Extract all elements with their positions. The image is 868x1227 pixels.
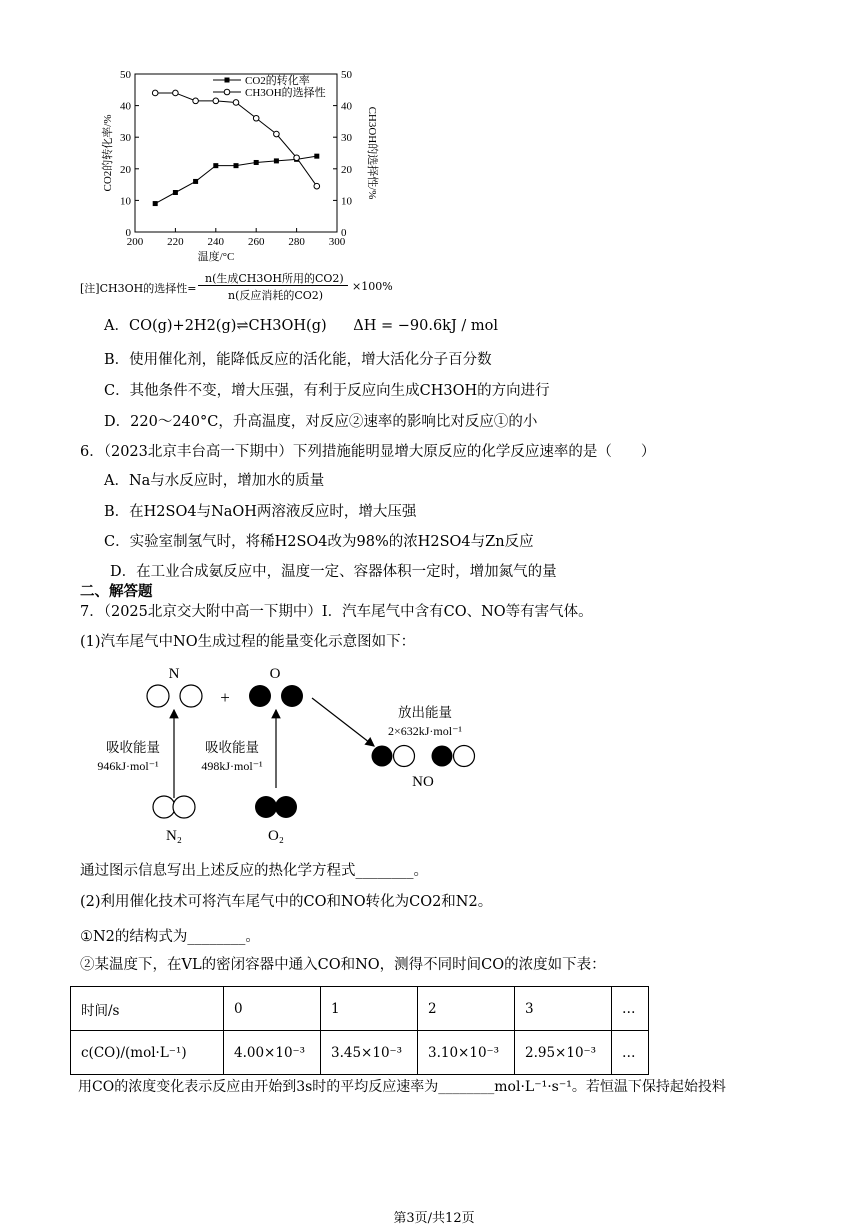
no-o-atom-1 <box>372 746 393 767</box>
no-o-atom-2 <box>432 746 453 767</box>
q5-option-b: B．使用催化剂，能降低反应的活化能，增大活化分子百分数 <box>104 352 492 368</box>
note-denominator: n(反应消耗的CO2) <box>228 289 324 302</box>
o2-atom-2 <box>275 796 297 818</box>
selectivity-point <box>152 90 158 96</box>
selectivity-point <box>314 183 320 189</box>
x-tick-label: 220 <box>167 236 184 248</box>
release-value: 2×632kJ·mol⁻¹ <box>387 724 463 738</box>
q5-option-a: A．CO(g)+2H2(g)⇌CH3OH(g) ΔH = −90.6kJ / mol <box>104 318 499 334</box>
n2-atom-2 <box>173 796 195 818</box>
selectivity-point <box>253 115 259 121</box>
q7-stem: 7．（2025北京交大附中高一下期中）I．汽车尾气中含有CO、NO等有害气体。 <box>80 604 593 620</box>
table-cell: 4.00×10⁻³ <box>224 1031 321 1075</box>
o2-label: O₂ <box>267 828 285 844</box>
table-cell: 3.10×10⁻³ <box>418 1031 515 1075</box>
conversion-point <box>314 154 319 159</box>
o-label: O <box>269 666 281 682</box>
page-footer: 第3页/共12页 <box>393 1211 475 1226</box>
table-cell: 3.45×10⁻³ <box>321 1031 418 1075</box>
n-label: N <box>168 666 180 682</box>
y-tick-label-left: 30 <box>120 132 131 145</box>
y-tick-label-right: 50 <box>341 69 352 81</box>
selectivity-note <box>80 270 410 304</box>
y-tick-label-right: 0 <box>341 227 347 239</box>
q6-stem: 6．（2023北京丰台高一下期中）下列措施能明显增大原反应的化学反应速率的是（ ） <box>80 444 656 460</box>
n-atom-2 <box>180 685 202 707</box>
conversion-point <box>213 163 218 168</box>
y-tick-label-left: 40 <box>120 100 131 113</box>
note-prefix: [注]CH3OH的选择性= <box>80 282 197 295</box>
table-cell: 3 <box>515 987 612 1031</box>
q5-option-c: C．其他条件不变，增大压强，有利于反应向生成CH3OH的方向进行 <box>104 383 550 399</box>
q6-option-d: D．在工业合成氨反应中，温度一定、容器体积一定时，增加氮气的量 <box>110 564 557 580</box>
table-row <box>71 1031 649 1075</box>
n-atom-1 <box>147 685 169 707</box>
conversion-point <box>274 158 279 163</box>
conversion-point <box>193 179 198 184</box>
q7-sub2-1: ①N2的结构式为________。 <box>80 929 260 945</box>
x-axis-label: 温度/°C <box>197 251 235 263</box>
table-cell: … <box>612 1031 649 1075</box>
table-cell: 2.95×10⁻³ <box>515 1031 612 1075</box>
y-axis-label-right: CH3OH的选择性/% <box>366 106 378 200</box>
no-n-atom-1 <box>394 746 415 767</box>
q7-tail: 用CO的浓度变化表示反应由开始到3s时的平均反应速率为________mol·L⁻¹·s⁻¹。若恒温下保持起始投料 <box>78 1079 726 1095</box>
q7-sub1: (1)汽车尾气中NO生成过程的能量变化示意图如下： <box>80 634 416 650</box>
selectivity-point <box>193 98 199 104</box>
release-label: 放出能量 <box>398 705 452 720</box>
y-tick-label-left: 10 <box>120 195 131 208</box>
conversion-point <box>234 163 239 168</box>
absorb-label-1: 吸收能量 <box>106 740 160 755</box>
no-energy-diagram <box>80 660 500 850</box>
o2-atom-1 <box>255 796 277 818</box>
table-cell: … <box>612 987 649 1031</box>
n2-label: N₂ <box>165 828 183 844</box>
conversion-point <box>254 160 259 165</box>
x-tick-label: 300 <box>328 236 346 248</box>
note-numerator: n(生成CH3OH所用的CO2) <box>205 272 344 285</box>
no-n-atom-2 <box>454 746 475 767</box>
y-axis-label-left: CO2的转化率/% <box>102 114 114 192</box>
table-cell: 0 <box>224 987 321 1031</box>
y-tick-label-left: 0 <box>125 227 131 239</box>
absorb-value-1: 946kJ·mol⁻¹ <box>97 759 159 773</box>
conversion-selectivity-chart <box>95 62 395 272</box>
selectivity-point <box>173 90 179 96</box>
absorb-value-2: 498kJ·mol⁻¹ <box>201 759 263 773</box>
q7-sub2: (2)利用催化技术可将汽车尾气中的CO和NO转化为CO2和N2。 <box>80 894 493 910</box>
q6-option-c: C．实验室制氢气时，将稀H2SO4改为98%的浓H2SO4与Zn反应 <box>104 534 534 550</box>
y-tick-label-right: 10 <box>341 195 352 208</box>
legend-label: CH3OH的选择性 <box>245 87 326 99</box>
x-tick-label: 200 <box>126 236 144 248</box>
q5-option-d: D．220～240°C，升高温度，对反应②速率的影响比对反应①的小 <box>104 414 538 430</box>
q6-option-a: A．Na与水反应时，增加水的质量 <box>104 473 325 489</box>
selectivity-point <box>294 155 300 161</box>
y-tick-label-right: 30 <box>341 132 352 145</box>
note-suffix: ×100% <box>352 280 393 293</box>
y-tick-label-left: 50 <box>120 69 131 81</box>
co-concentration-table <box>70 986 649 1075</box>
q7-thermo-question: 通过图示信息写出上述反应的热化学方程式________。 <box>80 863 428 879</box>
section-title: 二、解答题 <box>80 583 153 600</box>
selectivity-point <box>213 98 219 104</box>
selectivity-point <box>274 131 280 137</box>
plus-sign: + <box>220 688 230 707</box>
no-label: NO <box>412 774 434 790</box>
absorb-label-2: 吸收能量 <box>205 740 259 755</box>
y-tick-label-right: 40 <box>341 100 352 113</box>
table-cell: c(CO)/(mol·L⁻¹) <box>71 1031 224 1075</box>
y-tick-label-left: 20 <box>120 163 131 176</box>
x-tick-label: 260 <box>247 236 265 248</box>
table-row <box>71 987 649 1031</box>
o-atom-1 <box>249 685 271 707</box>
x-tick-label: 280 <box>288 236 305 248</box>
conversion-point <box>153 201 158 206</box>
q7-sub2-2: ②某温度下，在VL的密闭容器中通入CO和NO，测得不同时间CO的浓度如下表： <box>80 957 606 973</box>
n2-atom-1 <box>153 796 175 818</box>
q6-option-b: B．在H2SO4与NaOH两溶液反应时，增大压强 <box>104 504 417 520</box>
o-atom-2 <box>281 685 303 707</box>
table-cell: 1 <box>321 987 418 1031</box>
legend-label: CO2的转化率 <box>245 75 310 87</box>
x-tick-label: 240 <box>207 236 225 248</box>
conversion-point <box>173 190 178 195</box>
selectivity-point <box>233 100 239 106</box>
legend-square-marker <box>225 78 230 83</box>
y-tick-label-right: 20 <box>341 163 352 176</box>
legend-circle-marker <box>224 89 230 95</box>
series-line-2 <box>155 93 317 186</box>
table-cell: 时间/s <box>71 987 224 1031</box>
table-cell: 2 <box>418 987 515 1031</box>
